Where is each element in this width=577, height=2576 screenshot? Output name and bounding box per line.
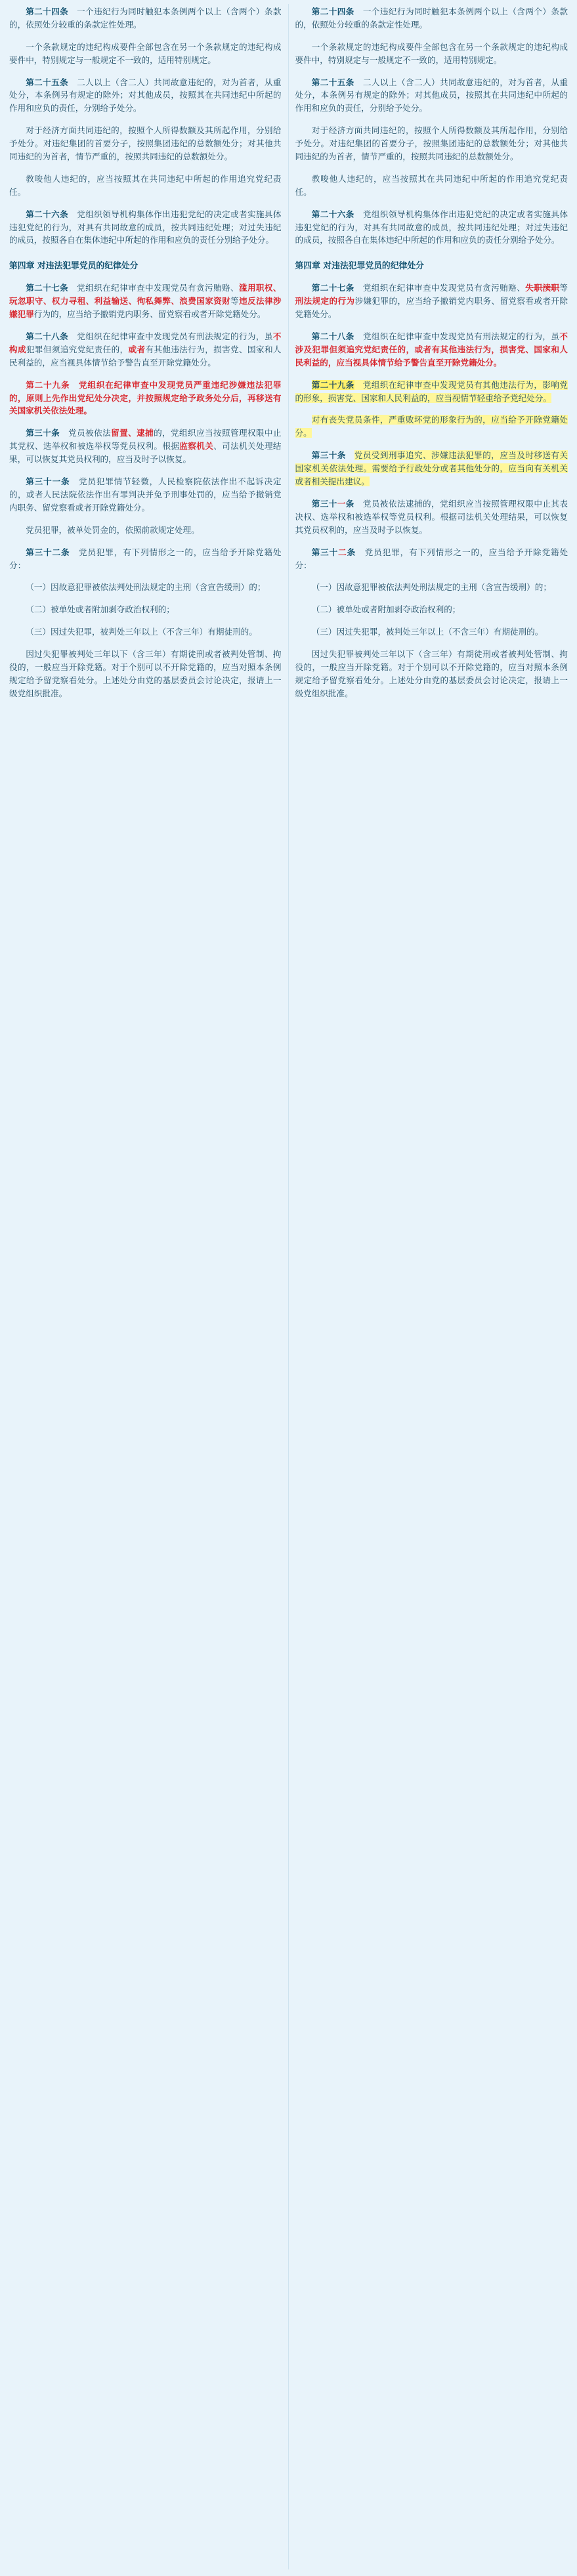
article-label: 第三十	[311, 547, 339, 557]
emphasis-text: 监察机关	[179, 441, 214, 452]
paragraph-text: 等	[559, 283, 568, 293]
paragraph-text: 党组织在纪律审查中发现党员有贪污贿赂、	[68, 283, 239, 293]
deleted-text: 失职渎职	[525, 283, 560, 293]
paragraph: 因过失犯罪被判处三年以下（含三年）有期徒刑或者被判处管制、拘役的，一般应当开除党籍。对于个别可以不开除党籍的，应当对照本条例规定给予留党察看处分。上述处分由党的基层委员会讨论决定，报请上一级党组织批准。	[295, 649, 568, 698]
paragraph	[9, 282, 282, 321]
column-new-version	[289, 4, 575, 2569]
article-label: 第三十二条	[26, 547, 70, 557]
paragraph-text: 党组织领导机构集体作出违犯党纪的决定或者实施具体违犯党纪的行为，对具有共同故意的成员，按共同违纪处理；对过失违纪的成员，按照各自在集体违纪中所起的作用和应负的责任分别给予处分。	[9, 209, 282, 245]
article-label: 第二十九条	[26, 379, 70, 390]
paragraph-text: 教唆他人违纪的，应当按照其在共同违纪中所起的作用追究党纪责任。	[295, 173, 568, 197]
paragraph-text: 党员犯罪情节轻微，人民检察院依法作出不起诉决定的，或者人民法院依法作出有罪判决并免予刑事处罚的，应当给予撤销党内职务、留党察看或者开除党籍处分。	[9, 476, 282, 513]
paragraph	[9, 76, 282, 116]
emphasis-text: 党组织在纪律审查中发现党员严重违纪涉嫌违法犯罪的，原则上先作出党纪处分决定，并按照规定给予政务处分后，再移送有关国家机关依法处理。	[9, 379, 282, 416]
article-label-suffix: 条	[347, 547, 356, 557]
article-label-suffix: 条	[61, 476, 70, 487]
paragraph-text: 党组织领导机构集体作出违犯党纪的决定或者实施具体违犯党纪的行为，对具有共同故意的成员，按共同违纪处理；对过失违纪的成员，按照各自在集体违纪中所起的作用和应负的责任分别给予处分。	[295, 209, 568, 245]
article-label: 第三十	[26, 476, 53, 487]
paragraph-text: 有其他违法行为，损害党、国家和人民利益的，应当视具体情节给予警告直至开除党籍处分。	[9, 344, 282, 368]
article-label: 第二十八条	[26, 331, 69, 342]
paragraph-text: 的，党组织应当按照管理权限中止其党权、选举权和被选举权等党员权利。根据	[9, 428, 282, 452]
paragraph: 因过失犯罪被判处三年以下（含三年）有期徒刑或者被判处管制、拘役的，一般应当开除党籍。对于个别可以不开除党籍的，应当对照本条例规定给予留党察看处分。上述处分由党的基层委员会讨论决定，报请上一级党组织批准。	[9, 649, 282, 698]
paragraph	[295, 449, 568, 488]
paragraph	[9, 475, 282, 515]
paragraph-text: 、司法机关处理结果，可以恢复其党员权利的，应当及时予以恢复。	[9, 441, 282, 465]
paragraph	[9, 330, 282, 370]
paragraph-text: 党组织在纪律审查中发现党员有刑法规定的行为，虽	[354, 331, 560, 342]
paragraph-text: 党组织在纪律审查中发现党员有刑法规定的行为，虽	[68, 331, 273, 342]
paragraph-text: 党员犯罪，被单处罚金的，依照前款规定处理。	[26, 524, 200, 535]
paragraph-text: 犯罪但须追究党纪责任的，	[26, 344, 129, 354]
paragraph-text: 党员被依法逮捕的，党组织应当按照管理权限中止其表决权、选举权和被选举权等党员权利。根据司法机关处理结果，可以恢复其党员权利的，应当及时予以恢复。	[295, 498, 568, 535]
column-old-version	[3, 4, 289, 2569]
paragraph	[9, 546, 282, 572]
article-label-suffix: 条	[345, 498, 354, 509]
list-item: （二）被单处或者附加剥夺政治权利的；	[26, 604, 175, 615]
emphasis-text: 不涉及犯罪但须追究党纪责任的，或者有其他违法行为，损害党、国家和人民利益的，应当视具体情节给予警告直至开除党籍处分。	[295, 331, 568, 368]
paragraph-text: 党员犯罪，有下列情形之一的，应当给予开除党籍处分：	[295, 547, 568, 570]
paragraph	[9, 173, 282, 199]
list-item: （三）因过失犯罪，被判处三年以上（不含三年）有期徒刑的。	[311, 627, 544, 637]
paragraph-text: 一个条款规定的违纪构成要件全部包含在另一个条款规定的违纪构成要件中，特别规定与一般规定不一致的，适用特别规定。	[9, 41, 282, 65]
paragraph-text: 行为的，应当给予撤销党内职务、留党察看或者开除党籍处分。	[33, 309, 266, 320]
article-label-num: 二	[338, 547, 347, 557]
highlighted-text: 党组织在纪律审查中发现党员有其他违法行为，影响党的形象，损害党、国家和人民利益的，应当视情节轻重给予党纪处分。	[295, 379, 568, 403]
list-item: （三）因过失犯罪，被判处三年以上（不含三年）有期徒刑的。	[26, 627, 257, 637]
paragraph-text: 一个违纪行为同时触犯本条例两个以上（含两个）条款的，依照处分较重的条款定性处理。	[295, 7, 568, 30]
emphasis-text: 滥用职权、玩忽职守、权力寻租、利益输送、徇私舞弊、浪费国家资财	[9, 283, 282, 306]
article-label: 第二十五条	[26, 77, 69, 87]
paragraph-text: 对于经济方面共同违纪的，按照个人所得数额及其所起作用，分别给予处分。对违纪集团的首要分子，按照集团违纪的总数额处分；对其他共同违纪的为首者，情节严重的，按照共同违纪的总数额处分。	[9, 125, 282, 162]
article-label: 第二十七条	[311, 283, 354, 293]
article-label: 第三十条	[311, 450, 346, 461]
paragraph-text: 对于经济方面共同违纪的，按照个人所得数额及其所起作用，分别给予处分。对违纪集团的首要分子，按照集团违纪的总数额处分；对其他共同违纪的为首者，情节严重的，按照共同违纪的总数额处分。	[295, 125, 568, 162]
paragraph	[295, 76, 568, 116]
paragraph	[295, 282, 568, 321]
paragraph-text: 一个违纪行为同时触犯本条例两个以上（含两个）条款的，依照处分较重的条款定性处理。	[9, 7, 282, 30]
paragraph	[295, 497, 568, 537]
emphasis-text: 不构成	[9, 331, 282, 354]
article-label: 第二十五条	[311, 77, 354, 87]
paragraph	[9, 5, 282, 32]
highlighted-text: 对有丧失党员条件，严重败坏党的形象行为的，应当给予开除党籍处分。	[295, 415, 568, 438]
list-item: （二）被单处或者附加剥夺政治权利的；	[311, 604, 461, 615]
list-item: （一）因故意犯罪被依法判处刑法规定的主刑（含宣告缓刑）的；	[311, 582, 551, 593]
paragraph	[295, 546, 568, 572]
chapter-heading: 第四章 对违法犯罪党员的纪律处分	[9, 261, 139, 272]
paragraph	[295, 379, 568, 405]
paragraph	[9, 379, 282, 418]
article-label: 第二十八条	[311, 331, 354, 342]
paragraph	[9, 124, 282, 163]
paragraph-text: 二人以上（含二人）共同故意违纪的，对为首者，从重处分，本条例另有规定的除外；对其他成员，按照其在共同违纪中所起的作用和应负的责任，分别给予处分。	[295, 77, 568, 114]
emphasis-text: 留置、逮捕	[111, 428, 154, 438]
paragraph	[295, 173, 568, 199]
paragraph-text: 等	[230, 296, 240, 306]
article-label: 第二十六条	[26, 209, 69, 219]
paragraph-text: 教唆他人违纪的，应当按照其在共同违纪中所起的作用追究党纪责任。	[9, 173, 282, 197]
article-label-num: 一	[52, 476, 62, 487]
highlighted-text: 党员受到刑事追究、涉嫌违法犯罪的，应当及时移送有关国家机关依法处理。需要给予行政处分或者其他处分的，应当向有关机关或者相关提出建议。	[295, 450, 568, 487]
article-label: 第二十九条	[311, 379, 354, 390]
paragraph-text: 党组织在纪律审查中发现党员有贪污贿赂、	[354, 283, 526, 293]
article-label: 第二十七条	[26, 283, 69, 293]
article-label: 第二十四条	[26, 7, 69, 16]
paragraph	[295, 208, 568, 247]
paragraph-text: 涉嫌犯罪的，应当给予撤销党内职务、留党察看或者开除党籍处分。	[295, 296, 568, 320]
emphasis-text: 违反法律涉嫌犯罪	[9, 296, 282, 320]
paragraph	[295, 413, 568, 440]
emphasis-text: 刑法规定的行为	[295, 296, 355, 306]
paragraph-text	[346, 450, 354, 460]
article-label: 第二十六条	[311, 209, 354, 219]
article-label-num: 一	[337, 498, 346, 509]
paragraph	[9, 524, 282, 537]
emphasis-text: 或者	[128, 344, 146, 354]
paragraph	[295, 5, 568, 32]
article-label: 第三十	[311, 498, 337, 509]
article-label: 第三十条	[26, 428, 60, 438]
paragraph	[295, 330, 568, 370]
paragraph-text: 党员被依法	[60, 428, 112, 438]
paragraph	[9, 41, 282, 67]
paragraph	[295, 41, 568, 67]
list-item: （一）因故意犯罪被依法判处刑法规定的主刑（含宣告缓刑）的；	[26, 582, 266, 593]
paragraph	[9, 427, 282, 466]
paragraph-text: 二人以上（含二人）共同故意违纪的，对为首者，从重处分，本条例另有规定的除外；对其他成员，按照其在共同违纪中所起的作用和应负的责任，分别给予处分。	[9, 77, 282, 114]
paragraph-text: 一个条款规定的违纪构成要件全部包含在另一个条款规定的违纪构成要件中，特别规定与一般规定不一致的，适用特别规定。	[295, 41, 568, 65]
chapter-heading: 第四章 对违法犯罪党员的纪律处分	[295, 261, 424, 272]
article-label: 第二十四条	[311, 7, 354, 16]
paragraph	[9, 208, 282, 247]
paragraph	[295, 124, 568, 163]
paragraph-text: 党员犯罪，有下列情形之一的，应当给予开除党籍处分：	[9, 547, 282, 570]
paragraph-text	[70, 380, 78, 390]
